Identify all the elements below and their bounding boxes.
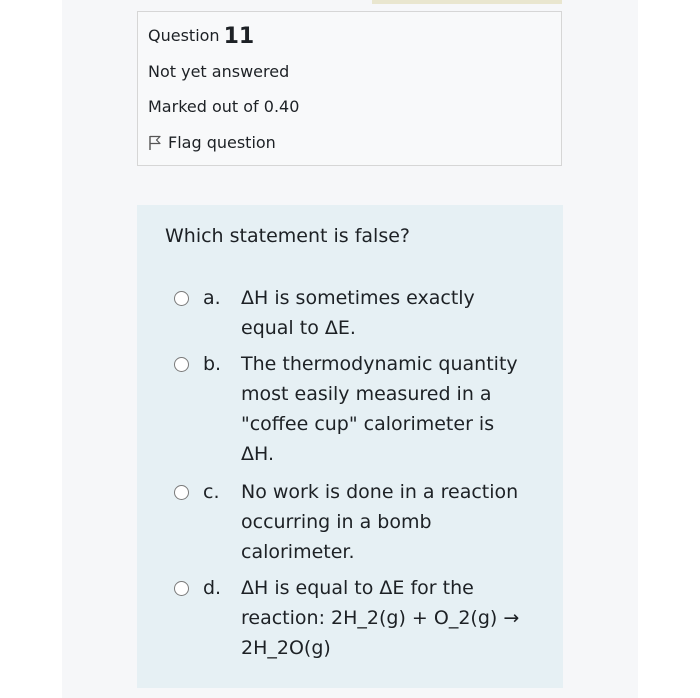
radio-button[interactable] — [174, 291, 189, 306]
answer-letter: a. — [203, 287, 221, 309]
answer-option-d[interactable] — [174, 573, 531, 663]
flag-question-link[interactable] — [148, 133, 276, 152]
answer-text: ΔH is sometimes exactly equal to ΔE. — [241, 287, 475, 339]
question-title — [148, 24, 254, 49]
answer-letter: c. — [203, 481, 220, 503]
answer-letter: d. — [203, 577, 222, 599]
question-text: Which statement is false? — [165, 225, 410, 247]
answer-option-b[interactable] — [174, 349, 531, 469]
question-status: Not yet answered — [148, 62, 290, 81]
question-marks: Marked out of 0.40 — [148, 97, 300, 116]
question-content — [137, 205, 563, 688]
flag-question-label: Flag question — [168, 133, 276, 152]
radio-button[interactable] — [174, 581, 189, 596]
question-info-box — [137, 11, 562, 166]
answer-text: No work is done in a reaction occurring in a bomb calorimeter. — [241, 481, 519, 563]
flag-icon — [148, 135, 162, 151]
answer-option-c[interactable] — [174, 477, 531, 567]
radio-button[interactable] — [174, 485, 189, 500]
question-number: 11 — [223, 24, 255, 49]
answer-text: ΔH is equal to ΔE for the reaction: 2H_2(g) + O_2(g) → 2H_2O(g) — [241, 577, 520, 659]
radio-button[interactable] — [174, 357, 189, 372]
answer-letter: b. — [203, 353, 222, 375]
top-accent-bar — [372, 0, 562, 4]
question-label: Question — [148, 26, 220, 45]
answer-option-a[interactable] — [174, 283, 531, 343]
answer-text: The thermodynamic quantity most easily measured in a "coffee cup" calorimeter is ΔH. — [241, 353, 518, 465]
